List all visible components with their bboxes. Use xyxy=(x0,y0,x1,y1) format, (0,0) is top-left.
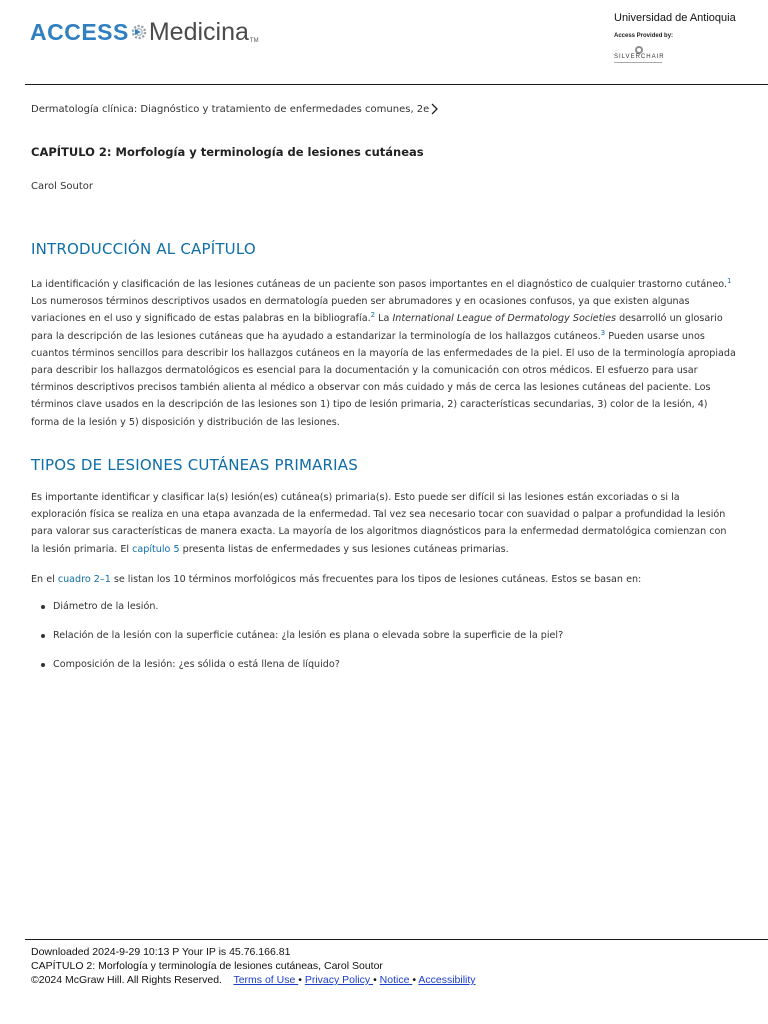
list-item xyxy=(31,629,737,658)
reference-link-3[interactable]: 3 xyxy=(600,328,606,337)
gear-icon xyxy=(130,23,148,41)
list-item xyxy=(31,658,737,687)
tipos-text-1b: presenta listas de enfermedades y sus lesiones cutáneas primarias. xyxy=(179,543,509,555)
separator: • xyxy=(412,974,419,986)
reference-link-1[interactable]: 1 xyxy=(727,276,732,285)
provider-underline xyxy=(614,62,662,63)
footer-divider xyxy=(25,939,768,940)
chapter-5-link[interactable]: capítulo 5 xyxy=(132,543,180,555)
institution-name: Universidad de Antioquia xyxy=(614,12,736,24)
logo-access-text: ACCESS xyxy=(30,18,129,45)
intro-text-6: Pueden usarse unos cuantos términos sencillos para describir los hallazgos cutáneos en la mayoría de las enfermedades de la piel. El uso de la terminología apropiada para describir los hallazgos dermatológicos es esencial para la documentación y la comunicación con otros médicos. El esfuerzo para usar términos descriptivos precisos también alienta al médico a observar con más cuidado y más de cerca las lesiones cutáneas del paciente. Los términos clave usados en la descripción de las lesiones son 1) tipo de lesión primaria, 2) características secundarias, 3) color de la lesión, 4) forma de la lesión y 5) disposición y distribución de las lesiones. xyxy=(31,330,736,428)
terms-of-use-link[interactable]: Terms of Use xyxy=(233,974,299,986)
intro-text-1: La identificación y clasificación de las lesiones cutáneas de un paciente son pasos importantes en el diagnóstico de cualquier trastorno cutáneo. xyxy=(31,279,728,290)
tipos-text-1a: Es importante identificar y clasificar la(s) lesión(es) cutánea(s) primaria(s). Esto puede ser difícil si las lesiones están excoriadas o si la exploración física se realiza en una etapa avanzada de la enfermedad. Tal vez sea necesario tocar con suavidad o palpar a profundidad la lesión para valorar sus características de manera exacta. La mayoría de los algoritmos diagnósticos para la enfermedad dermatológica comienzan con la lesión primaria. El xyxy=(31,492,727,555)
tipos-text-2a: En el xyxy=(31,574,58,585)
copyright-text: ©2024 McGraw Hill. All Rights Reserved. xyxy=(31,974,222,986)
citation-line: CAPÍTULO 2: Morfología y terminología de lesiones cutáneas, Carol Soutor xyxy=(31,960,383,972)
silverchair-icon xyxy=(634,42,644,52)
logo-medicina-text: Medicina xyxy=(148,17,249,46)
bullet-dot xyxy=(41,605,45,609)
section-heading-intro: INTRODUCCIÓN AL CAPÍTULO xyxy=(31,240,256,258)
copyright-line xyxy=(31,973,476,987)
criteria-list xyxy=(31,600,737,687)
accessibility-link[interactable]: Accessibility xyxy=(418,974,476,986)
bullet-dot xyxy=(41,634,45,638)
provider-name: SILVERCHAIR xyxy=(614,54,665,60)
tipos-paragraph-1 xyxy=(31,489,737,558)
breadcrumb[interactable] xyxy=(31,103,439,115)
chevron-right-icon xyxy=(430,103,439,115)
site-header xyxy=(0,0,768,85)
chapter-title: CAPÍTULO 2: Morfología y terminología de lesiones cutáneas xyxy=(31,145,424,159)
cuadro-2-1-link[interactable]: cuadro 2–1 xyxy=(57,574,111,585)
separator: • xyxy=(373,974,380,986)
page-footer xyxy=(31,945,476,987)
bullet-dot xyxy=(41,663,45,667)
access-provided-label: Access Provided by: xyxy=(614,33,674,39)
breadcrumb-book-title[interactable]: Dermatología clínica: Diagnóstico y tratamiento de enfermedades comunes, 2e xyxy=(31,103,430,115)
intro-text-2: Los numerosos términos descriptivos usados en dermatología pueden ser abrumadores y en ocasiones confusos, ya que existen algunas variaciones en el uso y significado de estas palabras en la bibliografía. xyxy=(31,296,690,325)
reference-link-2[interactable]: 2 xyxy=(370,311,376,320)
intro-text-3: La xyxy=(375,313,393,325)
intro-paragraph xyxy=(31,276,737,431)
tipos-text-2b: se listan los 10 términos morfológicos más frecuentes para los tipos de lesiones cutáneas. Estos se basan en: xyxy=(110,574,642,585)
privacy-policy-link[interactable]: Privacy Policy xyxy=(304,974,374,986)
list-item-text: Relación de la lesión con la superficie cutánea: ¿la lesión es plana o elevada sobre la superficie de la piel? xyxy=(53,630,564,641)
list-item xyxy=(31,600,737,629)
accessmedicina-logo[interactable] xyxy=(30,12,259,52)
intro-italic-org: International League of Dermatology Societies xyxy=(392,313,617,325)
chapter-author: Carol Soutor xyxy=(31,181,94,192)
list-item-text: Diámetro de la lesión. xyxy=(53,601,159,612)
list-item-text: Composición de la lesión: ¿es sólida o está llena de líquido? xyxy=(53,659,340,670)
section-heading-tipos: TIPOS DE LESIONES CUTÁNEAS PRIMARIAS xyxy=(31,456,358,474)
intro-text-5: desarrolló un glosario para la descripción de las lesiones cutáneas que ha ayudado a estandarizar la terminología de los hallazgos cutáneos. xyxy=(31,313,723,342)
notice-link[interactable]: Notice xyxy=(379,974,413,986)
separator: • xyxy=(298,974,305,986)
header-divider xyxy=(25,84,768,85)
tipos-paragraph-2 xyxy=(31,571,737,588)
download-info: Downloaded 2024-9-29 10:13 P Your IP is 45.76.166.81 xyxy=(31,946,291,958)
logo-trademark: TM xyxy=(249,38,259,44)
